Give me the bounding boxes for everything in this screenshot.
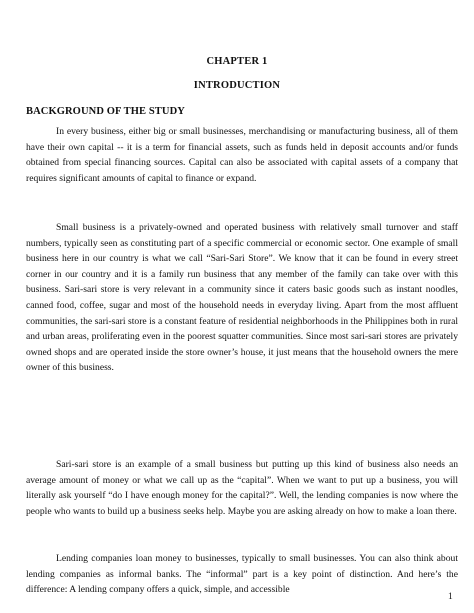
paragraph-capital: In every business, either big or small businesses, merchandising or manufacturing business, all of them have their own capital -- it is a term for financial assets, such as funds held in deposit accounts and/or funds obtained from special financing sources. Capital can also be associated with capital assets of a company that requires significant amounts of capital to finance or expand. [26, 126, 458, 184]
paragraph-sari-sari-capital: Sari-sari store is an example of a small business but putting up this kind of business also needs an average amount of money or what we call up as the “capital”. When we want to put up a business, you will literally ask yourself “do I have enough money for the capital?”. Well, the lending companies is now where the people who wants to build up a business seeks help. Maybe you are asking already on how to make a loan there. [26, 459, 458, 517]
section-heading: BACKGROUND OF THE STUDY [26, 106, 185, 117]
paragraph-lending-companies: Lending companies loan money to businesses, typically to small businesses. You can also think about lending companies as informal banks. The “informal” part is a key point of distinction. And here’s the difference: A lending company offers a quick, simple, and accessible [26, 553, 458, 596]
page-number: 1 [448, 592, 453, 602]
paragraph-small-business: Small business is a privately-owned and operated business with relatively small turnover and staff numbers, typically seen as constituting part of a specific commercial or economic sector. One example of small business here in our country is what we call “Sari-Sari Store”. We know that it can be found in every street corner in our country and it is a family run business that any member of the family can take over with this business. Sari-sari store is very relevant in a community since it caters basic goods such as instant noodles, canned food, coffee, sugar and most of the household needs in everyday living. Apart from the most affluent communities, the sari-sari store is a constant feature of residential neighborhoods in the Philippines both in rural and urban areas, proliferating even in the poorest squatter communities. Since most sari-sari stores are privately owned shops and are operated inside the store owner’s house, it just means that the household owners the mere owner of this business. [26, 222, 458, 374]
chapter-title: INTRODUCTION [193, 80, 281, 91]
chapter-heading: CHAPTER 1 [206, 56, 268, 67]
